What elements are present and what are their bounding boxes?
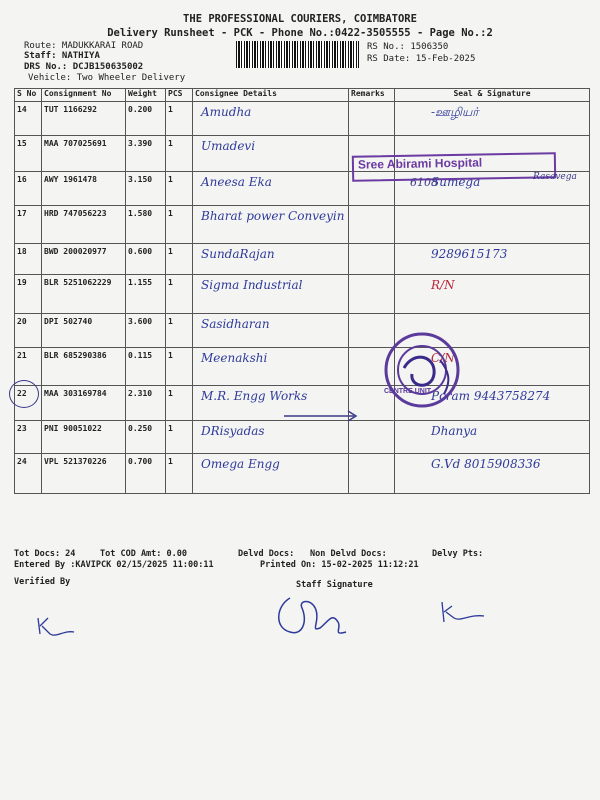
vehicle-label: Vehicle: Two Wheeler Delivery bbox=[28, 73, 186, 83]
tot-cod: Tot COD Amt: 0.00 bbox=[100, 549, 187, 559]
cell-pcs: 1 bbox=[166, 348, 193, 386]
cell-weight: 0.250 bbox=[126, 421, 166, 454]
third-signature bbox=[436, 598, 496, 628]
table-row bbox=[15, 421, 590, 454]
cell-pcs: 1 bbox=[166, 244, 193, 275]
cell-seal: Sumega bbox=[395, 172, 590, 206]
col-consignee: Consignee Details bbox=[193, 89, 349, 102]
entered-by: Entered By :KAVIPCK 02/15/2025 11:00:11 bbox=[14, 560, 214, 570]
cell-sno: 21 bbox=[15, 348, 42, 386]
table-row bbox=[15, 102, 590, 136]
cell-consignment: MAA 707025691 bbox=[42, 136, 126, 172]
verified-by-label: Verified By bbox=[14, 577, 71, 587]
cell-pcs: 1 bbox=[166, 386, 193, 421]
cell-sno: 24 bbox=[15, 454, 42, 494]
staff-label: Staff: NATHIYA bbox=[24, 51, 100, 61]
cell-consignee: Sigma Industrial bbox=[193, 275, 349, 314]
company-title: THE PROFESSIONAL COURIERS, COIMBATORE bbox=[183, 13, 417, 25]
tot-docs: Tot Docs: 24 bbox=[14, 549, 76, 559]
round-seal-text: CENTRE UNIT bbox=[384, 388, 432, 395]
cell-consignment: VPL 521370226 bbox=[42, 454, 126, 494]
cell-sno: 16 bbox=[15, 172, 42, 206]
cell-seal: G.Vd 8015908336 bbox=[395, 454, 590, 494]
cell-sno: 22 bbox=[15, 386, 42, 421]
cell-sno: 23 bbox=[15, 421, 42, 454]
cell-seal: -ஊழியர் bbox=[395, 102, 590, 136]
cell-consignment: TUT 1166292 bbox=[42, 102, 126, 136]
cell-remarks bbox=[349, 454, 395, 494]
table-row bbox=[15, 314, 590, 348]
staff-signature bbox=[272, 592, 352, 642]
cell-consignment: AWY 1961478 bbox=[42, 172, 126, 206]
cell-weight: 3.150 bbox=[126, 172, 166, 206]
cell-consignment: DPI 502740 bbox=[42, 314, 126, 348]
printed-on: Printed On: 15-02-2025 11:12:21 bbox=[260, 560, 419, 570]
col-seal: Seal & Signature bbox=[395, 89, 590, 102]
cell-pcs: 1 bbox=[166, 454, 193, 494]
hospital-stamp bbox=[352, 152, 556, 182]
cell-seal: C/N bbox=[395, 348, 590, 386]
cell-seal bbox=[395, 206, 590, 244]
cell-pcs: 1 bbox=[166, 275, 193, 314]
cell-weight: 1.155 bbox=[126, 275, 166, 314]
cell-pcs: 1 bbox=[166, 102, 193, 136]
delvy-pts: Delvy Pts: bbox=[432, 549, 484, 559]
stamp-sub-number: 6108 bbox=[410, 176, 438, 189]
cell-weight: 0.700 bbox=[126, 454, 166, 494]
cell-consignment: BLR 685290386 bbox=[42, 348, 126, 386]
cell-weight: 2.310 bbox=[126, 386, 166, 421]
arrow-mark bbox=[282, 408, 362, 424]
cell-seal: 9289615173 bbox=[395, 244, 590, 275]
circle-mark bbox=[9, 380, 39, 408]
hospital-stamp-text: Sree Abirami Hospital bbox=[357, 155, 483, 172]
cell-seal: Pcram 9443758274 bbox=[395, 386, 590, 421]
cell-remarks bbox=[349, 244, 395, 275]
cell-consignee: Umadevi bbox=[193, 136, 349, 172]
cell-consignee: DRisyadas bbox=[193, 421, 349, 454]
cell-sno: 18 bbox=[15, 244, 42, 275]
cell-consignee: Amudha bbox=[193, 102, 349, 136]
cell-pcs: 1 bbox=[166, 206, 193, 244]
round-seal bbox=[382, 330, 462, 410]
col-sno: S No bbox=[15, 89, 42, 102]
cell-pcs: 1 bbox=[166, 172, 193, 206]
cell-consignee: Omega Engg bbox=[193, 454, 349, 494]
table-header-row bbox=[15, 89, 590, 102]
cell-weight: 0.200 bbox=[126, 102, 166, 136]
cell-sno: 20 bbox=[15, 314, 42, 348]
route-label: Route: MADUKKARAI ROAD bbox=[24, 41, 144, 51]
non-delvd-docs: Non Delvd Docs: bbox=[310, 549, 387, 559]
cell-consignment: MAA 303169784 bbox=[42, 386, 126, 421]
table-row bbox=[15, 275, 590, 314]
drs-label: DRS No.: DCJB150635002 bbox=[24, 62, 144, 72]
cell-sno: 17 bbox=[15, 206, 42, 244]
runsheet-subtitle: Delivery Runsheet - PCK - Phone No.:0422-3505555 - Page No.:2 bbox=[107, 27, 493, 39]
cell-weight: 0.600 bbox=[126, 244, 166, 275]
table-row bbox=[15, 206, 590, 244]
cell-consignee: Bharat power Conveyin bbox=[193, 206, 349, 244]
cell-consignee: Meenakshi bbox=[193, 348, 349, 386]
cell-pcs: 1 bbox=[166, 314, 193, 348]
cell-weight: 1.580 bbox=[126, 206, 166, 244]
cell-consignee: SundaRajan bbox=[193, 244, 349, 275]
col-weight: Weight bbox=[126, 89, 166, 102]
cell-consignee: Aneesa Eka bbox=[193, 172, 349, 206]
cell-sno: 14 bbox=[15, 102, 42, 136]
cell-consignment: BWD 200020977 bbox=[42, 244, 126, 275]
verifier-signature bbox=[34, 612, 84, 642]
table-row bbox=[15, 454, 590, 494]
cell-remarks bbox=[349, 421, 395, 454]
rs-date: RS Date: 15-Feb-2025 bbox=[367, 54, 476, 64]
cell-remarks bbox=[349, 206, 395, 244]
cell-sno: 19 bbox=[15, 275, 42, 314]
cell-pcs: 1 bbox=[166, 136, 193, 172]
cell-pcs: 1 bbox=[166, 421, 193, 454]
col-remarks: Remarks bbox=[349, 89, 395, 102]
cell-seal: R/N bbox=[395, 275, 590, 314]
table-row bbox=[15, 348, 590, 386]
cell-weight: 3.600 bbox=[126, 314, 166, 348]
cell-seal: Dhanya bbox=[395, 421, 590, 454]
runsheet-table bbox=[14, 88, 590, 494]
col-consignment: Consignment No bbox=[42, 89, 126, 102]
cell-consignee: M.R. Engg Works bbox=[193, 386, 349, 421]
barcode bbox=[236, 41, 359, 68]
cell-consignee: Sasidharan bbox=[193, 314, 349, 348]
delvd-docs: Delvd Docs: bbox=[238, 549, 295, 559]
col-pcs: PCS bbox=[166, 89, 193, 102]
rs-number: RS No.: 1506350 bbox=[367, 42, 449, 52]
cell-consignment: BLR 5251062229 bbox=[42, 275, 126, 314]
cell-remarks bbox=[349, 275, 395, 314]
cell-sno: 15 bbox=[15, 136, 42, 172]
stamp-sub-sign: Rasavega bbox=[533, 172, 577, 182]
table-row bbox=[15, 244, 590, 275]
cell-remarks bbox=[349, 102, 395, 136]
cell-consignment: PNI 90051022 bbox=[42, 421, 126, 454]
cell-weight: 3.390 bbox=[126, 136, 166, 172]
cell-consignment: HRD 747056223 bbox=[42, 206, 126, 244]
staff-signature-label: Staff Signature bbox=[296, 580, 373, 590]
cell-weight: 0.115 bbox=[126, 348, 166, 386]
